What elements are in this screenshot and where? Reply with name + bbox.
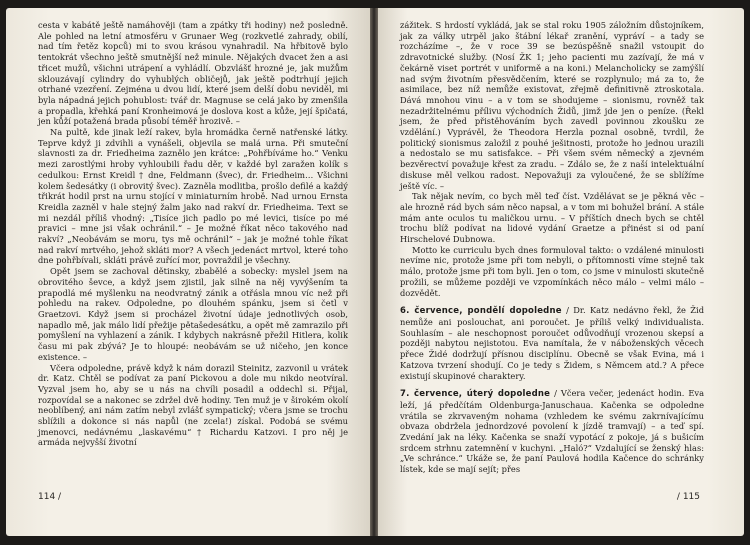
paragraph: Tak nějak nevím, co bych měl teď číst. Vzdělávat se je pěkná věc – ale hrozně rád bych sám něco napsal, a v tom mi bohužel brání. A stále mám ante oculos tu maličkou urnu. – V příštích dnech bych se chtěl trochu blíž podívat na lidové vydání Graetze a přinést si od paní Hirschelové Dubnowa.	[400, 191, 704, 245]
entry-text: Včera večer, jedenáct hodin. Eva leží, já předčítám Oldenburga-Januschaua. Kačenka se odpoledne vrátila se zkrvaveným nohama (vzhledem ke svému zakrnívajícímu obvaza obdržela jednordzové povolení k jízdě tramvají) – a teď spí. Zvedání jak na léky. Kačenka se snaží vypotácí z pokoje, já s bušicím srdcem strhnu zatemnění v kuchyni. „Haló?“ Vzdalující se ženský hlas: „Ve schránce.“ Ukáže se, že paní Paulová hodila Kačence do schránky lístek, kde se mají sejít; přes	[400, 388, 705, 475]
paragraph: Včera odpoledne, právě když k nám dorazil Steinitz, zazvonil u vrátek dr. Katz. Chtěl se podívat za paní Pickovou a dole mu nikdo neotvíral. Vyzval jsem ho, aby se u nás na chvíli posadil a oddechl si. Přijal, rozpovídal se a nakonec se zdržel dvě hodiny. Ten muž je v širokém okolí neoblíbený, ani nám zatím nebyl zvlášť sympatický; včera jsme se trochu sblížili a dokonce si nás napůl (ne zcela!) získal. Podobá se svému jmenovci, nedávnému „laskavému“ † Richardu Katzovi. I pro něj je armáda nejvyšší životní	[38, 362, 348, 448]
right-page-text	[400, 20, 704, 475]
diary-entry: 7. července, úterý dopoledne / Včera večer, jedenáct hodin. Eva leží, já předčítám Oldenburga-Januschaua. Kačenka se odpoledne vrátila se zkrvaveným nohama (vzhledem ke svému zakrnívajícímu obvaza obdržela jednordzové povolení k jízdě tramvají) – a teď spí. Zvedání jak na léky. Kačenka se snaží vypotácí z pokoje, já s bušicím srdcem strhnu zatemnění v kuchyni. „Haló?“ Vzdalující se ženský hlas: „Ve schránce.“ Ukáže se, že paní Paulová hodila Kačence do schránky lístek, kde se mají sejít; přes	[400, 388, 705, 475]
page-number: 114 /	[38, 492, 62, 502]
entry-date-heading: 7. července, úterý dopoledne	[400, 389, 551, 400]
left-page-text	[38, 20, 348, 448]
paragraph: Na pultě, kde jinak leží rakev, byla hromádka černě natřenské látky. Teprve když ji zdvihli a vynášeli, objevila se malá urna. Při smuteční slavnosti za dr. Friedheima zaznělo jen krátce: „Pohřbíváme ho.“ Venku mezi zarostlými hroby vyhloubili řadu děr, v každé byl zaražen kolík s cedulkou: Ernst Kreidl † dne, Feldmann (švec), dr. Friedheim… Všichni kolem šedesátky (i obrovitý švec). Zazněla modlitba, prošlo defilé a každý třikrát hodil prst na urnu stojící v miniaturním hrobě. Nad urnou Ernsta Kreidla zazněl v hale stejný žalm jako nad rakví dr. Friedheima. Text se mi nezdál příliš vhodný: „Tisíce jich padlo po mé levici, tisíce po mé pravici – mne jsi však ochránil.“ – Je možné říkat něco takového nad rakví? „Neobávám se moru, tys mě ochránil“ – jak je možné tohle říkat nad rakví mrtvého, jehož skláti mor? A všech jedenáct mrtvol, které toho dne pohřbívali, skláti právě zuřící mor, povraždil je všechny.	[38, 127, 348, 266]
paragraph: Opět jsem se zachoval dětinsky, zbabělé a sobecky: myslel jsem na obrovitého ševce, a když jsem zjistil, jak silně na něj vyvýšením ta prapodlá mé myšlenku na neodvratný zánik a otřásla mnou víc než při pohledu na rakev. Odpoledne, po dlouhém spánku, jsem si četl v Graetzovi. Když jsem si procházel životní údaje jednotlivých osob, napadlo mě, jak málo lidí přežije pětašedesátku, a opět mě zamrazilo při pomyšlení na vyhlazení a zánik. I kdybych nakrásně přežil Hitlera, kolik času mi pak zbývá? Je to hloupé: neobávám se už ničeho, jen konce existence. –	[38, 266, 348, 362]
page-number: / 115	[676, 492, 700, 502]
paragraph: cesta v kabátě ještě namáhověji (tam a zpátky tři hodiny) než posledně. Ale pohled na letní atmosféru v Grunaer Weg (rozkvetlé zahrady, obilí, nad tím řetěz kopců) mi to svou krásou vynahradil. Na hřbitově bylo tentokrát všechno ještě smutnější než minule. Nějakých dvacet žen a asi třicet mužů, všichni utrápení a vyhládlí. Obzvlášť hrozné je, jak mužům sklouzávají cylindry do vyhublých obličejů, jak ještě podtrhují jejich otrhané vzezření. Zejména u dvou lidí, které jsem delší dobu neviděl, mi byla nápadná jejich pohublost: tvář dr. Magnuse se celá jako by zmenšila a propadla, křehká paní Kronheimová je doslova kost a kůže, její špičatá, jen kůží potažená brada působí téměř hrozivě. –	[38, 20, 348, 127]
paragraph: Motto ke curriculu bych dnes formuloval takto: o vzdálené minulosti nevíme nic, protože jsme při tom nebyli, o přítomnosti víme stejně tak málo, protože jsme při tom byli. Jen o tom, co jsme v minulosti skutečně prožili, se můžeme později ve vzpomínkách něco málo – velmi málo – dozvědět.	[400, 244, 704, 298]
right-page	[378, 8, 744, 536]
entry-date-heading: 6. července, pondělí dopoledne	[400, 306, 562, 317]
book-gutter	[370, 8, 378, 536]
entry-text: Dr. Katz nedávno řekl, že Žid nemůže ani poslouchat, ani poroučet. Je příliš velký individualista. Souhlasím – ale neschopnost poroučet odůvodňují vrozenou skepsí a později nabytou nejistotou. Eva namítala, že v náboženských věcech přece Židé dodržují přísnou disciplínu. Obecně se však Evina, má i Katzova tvrzení shodují. Co je tedy s Židem, s Němcem atd.? A přece existují skupinové charaktery.	[400, 305, 705, 381]
diary-entry: 6. července, pondělí dopoledne / Dr. Katz nedávno řekl, že Žid nemůže ani poslouchat, ani poroučet. Je příliš velký individualista. Souhlasím – ale neschopnost poroučet odůvodňují vrozenou skepsí a později nabytou nejistotou. Eva namítala, že v náboženských věcech přece Židé dodržují přísnou disciplínu. Obecně se však Evina, má i Katzova tvrzení shodují. Co je tedy s Židem, s Němcem atd.? A přece existují skupinové charaktery.	[400, 305, 705, 381]
paragraph: zážitek. S hrdostí vykládá, jak se stal roku 1905 záložním důstojníkem, jak za války utrpěl jako štábní lékař zranění, vypráví – a tady se rozcházíme –, že v roce 39 se bezúspěšně snažil vstoupit do zdravotnické služby. (Nosí ŽK 1; jeho pacienti mu zazívají, že má v čekárně viset portrét v uniformě a na koni.) Melancholicky se zamýšlí nad svým životním přesvědčením, které se rozplynulo; má za to, že asimilace, bez níž nemůže existovat, zřejmě definitivně ztroskotala. Dává mnohou vinu – a v tom se shodujeme – sionismu, rovněž tak nezadržitelnému přílivu východních Židů, jimž jde jen o peníze. (Řekl jsem, že před přistěhováním bych zavedl povinnou zkoušku ze vzdělání.) Vyprávěl, že Theodora Herzla poznal osobně, tvrdil, že politický sionismus založil z pouhé ješitnosti, protože ho jednou urazili a nedostalo se mu satisfakce. – Při všem svém německý a zjevném bezvěrectví považuje křest za zradu. – Zdálo se, že z naší intelektuální diskuse měl velkou radost. Nepovažuji za vyloučené, že se sblížíme ještě víc. –	[400, 20, 704, 191]
left-page	[6, 8, 370, 536]
